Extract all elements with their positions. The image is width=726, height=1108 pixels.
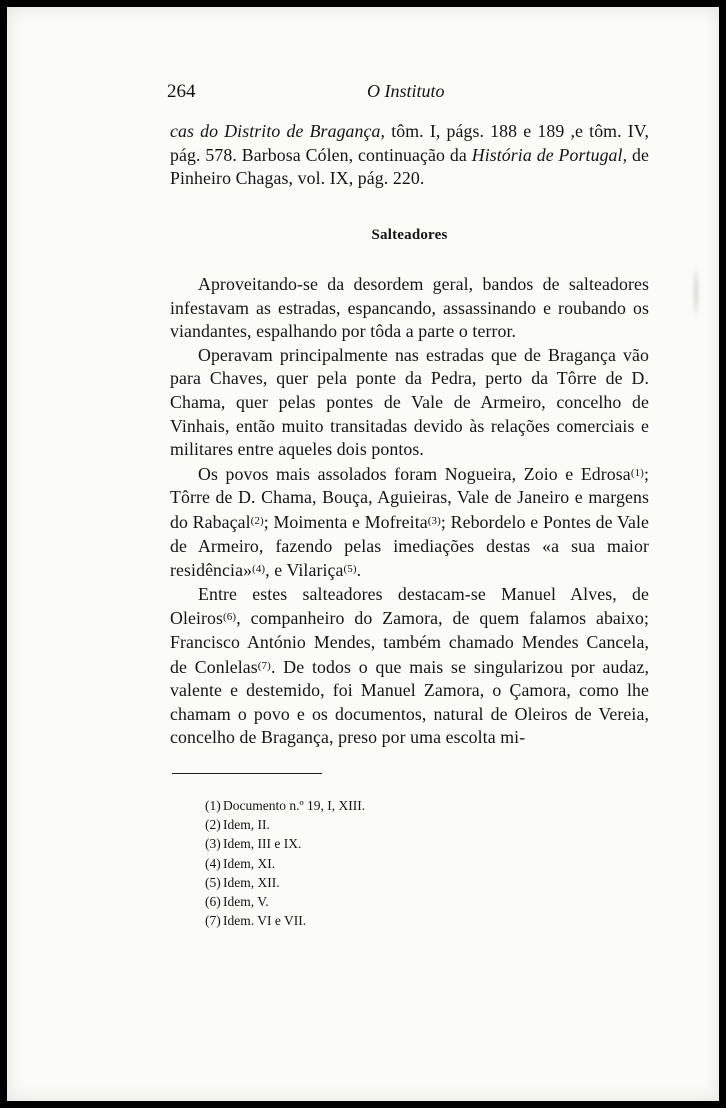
citation-segment: cas do Distrito de Bragança, (170, 121, 386, 141)
footnote-mark: (1) (205, 798, 221, 813)
footnote-mark: (5) (205, 874, 221, 890)
paragraph-text: Os povos mais assolados foram Nogueira, Zoio e Edrosa (198, 463, 631, 484)
footnote-reference: (7) (257, 659, 271, 672)
footnote-rule (172, 773, 322, 774)
book-page (7, 7, 719, 1101)
main-text (170, 273, 649, 750)
footnote-mark: (3) (205, 836, 221, 852)
footnote (205, 892, 365, 911)
continued-citation (170, 120, 649, 191)
paragraph-text: . De todos o que mais se singularizou por audaz, valente e destemido, foi Manuel Zamora, o Çamora, como lhe chamam o povo e os documentos, natural de Oleiros de Vereia, concelho de Bragança, preso por uma escolta mi- (170, 656, 650, 748)
footnote-text: Idem. VI e VII. (223, 913, 307, 929)
footnote-mark: (6) (205, 894, 221, 910)
citation-segment: História de Portugal, (471, 144, 628, 165)
paragraph-text: Operavam principalmente nas estradas que de Bragança vão para Chaves, quer pela ponte da Pedra, perto da Tôrre de D. Chama, quer pelas pontes de Vale de Armeiro, concelho de Vinhais, então muito transitadas devido às relações comerciais e militares entre aqueles dois pontos. (170, 344, 649, 460)
paragraph (170, 273, 649, 344)
page-smudge (691, 262, 701, 322)
paragraph (170, 344, 649, 462)
section-heading: Salteadores (371, 227, 448, 243)
footnote-text: Idem, II. (223, 817, 270, 833)
paragraph (170, 462, 649, 583)
running-title: O Instituto (367, 81, 445, 101)
footnote (205, 834, 365, 853)
footnotes (205, 796, 365, 930)
paragraph-text: , companheiro do Zamora, de quem falamos abaixo; Francisco António Mendes, também chamado Mendes Cancela, de Conlelas (170, 608, 649, 677)
paragraph-text: Entre estes salteadores destacam-se Manuel Alves, de Oleiros (170, 583, 649, 629)
footnote-mark: (7) (205, 913, 221, 929)
paragraph-text: . (356, 560, 362, 581)
footnote-text: Idem, XI. (223, 855, 276, 871)
paragraph-text: Aproveitando-se da desordem geral, bandos de salteadores infestavam as estradas, espancando, assassinando e roubando os viandantes, espalhando por tôda a parte o terror. (170, 274, 649, 342)
footnote-text: Idem, III e IX. (223, 836, 302, 852)
footnote-reference: (1) (630, 466, 644, 479)
footnote-reference: (3) (427, 514, 441, 527)
footnote-text: Idem, V. (223, 894, 269, 910)
footnote-mark: (2) (205, 817, 221, 833)
citation-segment: de Pinheiro Chagas, vol. IX, pág. 220. (170, 144, 649, 189)
paragraph (170, 583, 649, 750)
paragraph-text: ; Moimenta e Mofreita (263, 511, 428, 532)
page-header (7, 81, 719, 105)
footnote-mark: (4) (205, 855, 221, 871)
page-number: 264 (167, 81, 196, 102)
footnote (205, 873, 365, 892)
footnote-reference: (6) (223, 611, 237, 624)
citation-paragraph (170, 120, 649, 191)
footnote-text: Documento n.º 19, I, XIII. (223, 798, 366, 813)
citation-segment: tôm. I, págs. 188 e 189 ,e tôm. IV, pág. 578. Barbosa Cólen, continuação da (170, 121, 649, 165)
footnote (205, 911, 365, 930)
footnote-reference: (2) (250, 514, 264, 527)
footnote-reference: (5) (343, 563, 357, 576)
paragraph-text: , e Vilariça (265, 560, 344, 581)
paragraph-text: ; Tôrre de D. Chama, Bouça, Aguieiras, Vale de Janeiro e margens do Rabaçal (170, 463, 649, 532)
footnote (205, 796, 365, 815)
paragraph-text: ; Rebordelo e Pontes de Vale de Armeiro, fazendo pelas imediações destas «a sua maior residência» (170, 511, 649, 581)
footnote-reference: (4) (252, 563, 266, 576)
footnote-text: Idem, XII. (223, 874, 280, 890)
footnote (205, 815, 365, 834)
footnote (205, 854, 365, 873)
